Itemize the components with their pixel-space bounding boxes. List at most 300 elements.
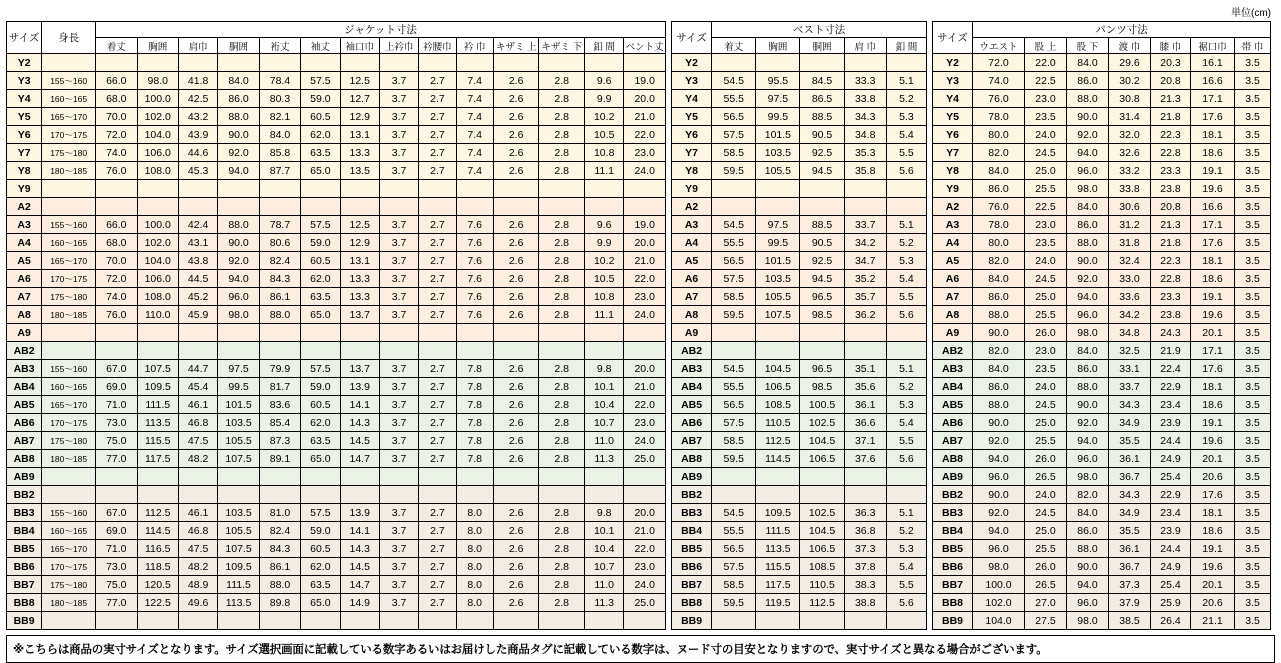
- measurement-cell: 13.5: [340, 162, 379, 180]
- measurement-cell: 21.0: [624, 108, 666, 126]
- measurement-cell: 19.0: [624, 72, 666, 90]
- measurement-cell: 3.5: [1235, 486, 1271, 504]
- measurement-cell: 94.0: [1067, 576, 1109, 594]
- measurement-cell: [379, 342, 418, 360]
- table-row: [672, 576, 927, 594]
- measurement-cell: 84.3: [259, 270, 300, 288]
- measurement-cell: [259, 180, 300, 198]
- measurement-cell: 101.5: [756, 126, 800, 144]
- measurement-cell: 98.0: [218, 306, 259, 324]
- size-cell: AB8: [672, 450, 712, 468]
- measurement-cell: 14.5: [340, 558, 379, 576]
- measurement-cell: 81.7: [259, 378, 300, 396]
- table-row: [7, 288, 666, 306]
- measurement-cell: 37.6: [844, 450, 886, 468]
- table-row: [7, 594, 666, 612]
- measurement-cell: 2.6: [493, 162, 539, 180]
- measurement-cell: [456, 486, 493, 504]
- measurement-cell: [712, 198, 756, 216]
- measurement-cell: 94.5: [800, 162, 844, 180]
- height-cell: [42, 324, 96, 342]
- table-row: [7, 342, 666, 360]
- measurement-cell: 7.4: [456, 126, 493, 144]
- measurement-cell: 58.5: [712, 288, 756, 306]
- pants-group-header-row: [933, 22, 1271, 38]
- measurement-cell: 58.5: [712, 432, 756, 450]
- measurement-cell: 7.8: [456, 414, 493, 432]
- measurement-cell: 3.5: [1235, 378, 1271, 396]
- column-header: 胸囲: [137, 38, 178, 54]
- measurement-cell: 78.4: [259, 72, 300, 90]
- measurement-cell: 88.0: [1067, 234, 1109, 252]
- measurement-cell: 25.0: [624, 450, 666, 468]
- measurement-cell: 31.2: [1109, 216, 1151, 234]
- vest-col-size: サイズ: [672, 22, 712, 54]
- table-row: [672, 522, 927, 540]
- measurement-cell: 2.8: [539, 414, 585, 432]
- height-cell: 180～185: [42, 162, 96, 180]
- size-cell: Y5: [7, 108, 42, 126]
- measurement-cell: 34.9: [1109, 504, 1151, 522]
- measurement-cell: 12.9: [340, 234, 379, 252]
- measurement-cell: 13.7: [340, 306, 379, 324]
- measurement-cell: 54.5: [712, 72, 756, 90]
- size-cell: BB5: [7, 540, 42, 558]
- measurement-cell: 2.8: [539, 306, 585, 324]
- table-row: [7, 522, 666, 540]
- measurement-cell: 29.6: [1109, 54, 1151, 72]
- measurement-cell: 2.6: [493, 216, 539, 234]
- measurement-cell: 43.1: [178, 234, 217, 252]
- pants-col-size: サイズ: [933, 22, 973, 54]
- measurement-cell: 63.5: [301, 144, 340, 162]
- measurement-cell: 2.6: [493, 270, 539, 288]
- measurement-cell: 84.0: [218, 72, 259, 90]
- column-header: 衿腰巾: [419, 38, 456, 54]
- measurement-cell: 2.8: [539, 216, 585, 234]
- measurement-cell: [178, 198, 217, 216]
- measurement-cell: 3.5: [1235, 576, 1271, 594]
- measurement-cell: 57.5: [712, 270, 756, 288]
- measurement-cell: 103.5: [218, 414, 259, 432]
- measurement-cell: 86.5: [800, 90, 844, 108]
- size-cell: BB8: [933, 594, 973, 612]
- measurement-cell: 25.0: [1025, 162, 1067, 180]
- measurement-cell: 2.7: [419, 396, 456, 414]
- measurement-cell: 84.0: [1067, 504, 1109, 522]
- measurement-cell: 112.5: [756, 432, 800, 450]
- measurement-cell: 80.0: [973, 126, 1025, 144]
- size-cell: BB4: [933, 522, 973, 540]
- measurement-cell: 70.0: [96, 108, 137, 126]
- height-cell: 155～160: [42, 504, 96, 522]
- measurement-cell: 109.5: [756, 504, 800, 522]
- measurement-cell: [259, 324, 300, 342]
- size-cell: A5: [7, 252, 42, 270]
- measurement-cell: 56.5: [712, 252, 756, 270]
- measurement-cell: 84.0: [1067, 54, 1109, 72]
- measurement-cell: 117.5: [756, 576, 800, 594]
- measurement-cell: 2.6: [493, 108, 539, 126]
- table-row: [7, 216, 666, 234]
- measurement-cell: 73.0: [96, 414, 137, 432]
- measurement-cell: [624, 54, 666, 72]
- column-header: 釦 間: [585, 38, 624, 54]
- measurement-cell: 34.2: [1109, 306, 1151, 324]
- measurement-cell: 31.8: [1109, 234, 1151, 252]
- size-cell: AB5: [933, 396, 973, 414]
- measurement-cell: [218, 54, 259, 72]
- table-row: [933, 270, 1271, 288]
- size-cell: Y3: [7, 72, 42, 90]
- measurement-cell: [844, 198, 886, 216]
- size-cell: AB4: [672, 378, 712, 396]
- measurement-cell: 2.7: [419, 414, 456, 432]
- measurement-cell: [301, 324, 340, 342]
- table-row: [7, 396, 666, 414]
- measurement-cell: 24.9: [1151, 450, 1191, 468]
- measurement-cell: 23.0: [624, 144, 666, 162]
- table-row: [7, 504, 666, 522]
- height-cell: 170～175: [42, 558, 96, 576]
- measurement-cell: 110.0: [137, 306, 178, 324]
- size-cell: Y9: [672, 180, 712, 198]
- measurement-cell: 20.0: [624, 234, 666, 252]
- height-cell: 160～165: [42, 90, 96, 108]
- measurement-cell: 76.0: [96, 162, 137, 180]
- measurement-cell: [340, 468, 379, 486]
- measurement-cell: 7.6: [456, 234, 493, 252]
- measurement-cell: 3.5: [1235, 108, 1271, 126]
- measurement-cell: 2.6: [493, 594, 539, 612]
- measurement-cell: 30.2: [1109, 72, 1151, 90]
- measurement-cell: 13.3: [340, 288, 379, 306]
- measurement-cell: 98.0: [1067, 468, 1109, 486]
- measurement-cell: 86.0: [973, 288, 1025, 306]
- measurement-cell: 13.9: [340, 378, 379, 396]
- measurement-cell: [178, 180, 217, 198]
- height-cell: [42, 54, 96, 72]
- table-row: [7, 126, 666, 144]
- table-row: [7, 450, 666, 468]
- measurement-cell: 59.0: [301, 90, 340, 108]
- height-cell: 175～180: [42, 288, 96, 306]
- height-cell: 175～180: [42, 144, 96, 162]
- measurement-cell: 22.0: [624, 270, 666, 288]
- measurement-cell: 2.6: [493, 450, 539, 468]
- table-row: [7, 162, 666, 180]
- measurement-cell: [493, 180, 539, 198]
- measurement-cell: 21.9: [1151, 342, 1191, 360]
- measurement-cell: 9.8: [585, 504, 624, 522]
- size-cell: Y3: [933, 72, 973, 90]
- measurement-cell: [800, 324, 844, 342]
- measurement-cell: 3.5: [1235, 90, 1271, 108]
- measurement-cell: 21.0: [624, 522, 666, 540]
- measurement-cell: [301, 342, 340, 360]
- measurement-cell: 47.5: [178, 432, 217, 450]
- measurement-cell: 88.0: [218, 216, 259, 234]
- measurement-cell: 7.8: [456, 396, 493, 414]
- measurement-cell: 21.3: [1151, 216, 1191, 234]
- measurement-cell: 71.0: [96, 396, 137, 414]
- height-cell: [42, 612, 96, 630]
- measurement-cell: [624, 612, 666, 630]
- measurement-cell: 36.3: [844, 504, 886, 522]
- measurement-cell: 18.1: [1191, 504, 1235, 522]
- measurement-cell: 2.8: [539, 360, 585, 378]
- measurement-cell: [585, 468, 624, 486]
- measurement-cell: 9.6: [585, 216, 624, 234]
- measurement-cell: 21.3: [1151, 90, 1191, 108]
- measurement-cell: 44.6: [178, 144, 217, 162]
- measurement-cell: 34.3: [1109, 486, 1151, 504]
- measurement-cell: [539, 486, 585, 504]
- table-row: [672, 342, 927, 360]
- measurement-cell: [137, 54, 178, 72]
- measurement-cell: 8.0: [456, 540, 493, 558]
- measurement-cell: 23.0: [624, 414, 666, 432]
- measurement-cell: 114.5: [137, 522, 178, 540]
- measurement-cell: 20.1: [1191, 576, 1235, 594]
- measurement-cell: 20.1: [1191, 324, 1235, 342]
- measurement-cell: 5.2: [886, 90, 926, 108]
- measurement-cell: 25.0: [1025, 288, 1067, 306]
- measurement-cell: 108.5: [800, 558, 844, 576]
- measurement-cell: 105.5: [756, 162, 800, 180]
- size-cell: A2: [7, 198, 42, 216]
- measurement-cell: 3.7: [379, 72, 418, 90]
- measurement-cell: 37.3: [1109, 576, 1151, 594]
- measurement-cell: 25.5: [1025, 540, 1067, 558]
- size-cell: A5: [672, 252, 712, 270]
- measurement-cell: [379, 486, 418, 504]
- table-row: [7, 198, 666, 216]
- measurement-cell: 9.9: [585, 90, 624, 108]
- measurement-cell: 23.0: [624, 558, 666, 576]
- measurement-cell: 13.3: [340, 270, 379, 288]
- height-cell: 170～175: [42, 126, 96, 144]
- measurement-cell: [456, 324, 493, 342]
- measurement-cell: 25.0: [1025, 522, 1067, 540]
- vest-group-header-row: [672, 22, 927, 38]
- measurement-cell: [379, 54, 418, 72]
- measurement-cell: 98.0: [1067, 324, 1109, 342]
- measurement-cell: 57.5: [301, 504, 340, 522]
- measurement-cell: 57.5: [712, 558, 756, 576]
- measurement-cell: 3.7: [379, 558, 418, 576]
- measurement-cell: 23.3: [1151, 288, 1191, 306]
- measurement-cell: 108.5: [756, 396, 800, 414]
- measurement-cell: 24.0: [624, 306, 666, 324]
- measurement-cell: 2.8: [539, 144, 585, 162]
- measurement-cell: [886, 342, 926, 360]
- measurement-cell: 97.5: [756, 216, 800, 234]
- table-row: [933, 504, 1271, 522]
- measurement-cell: 59.5: [712, 450, 756, 468]
- measurement-cell: [218, 198, 259, 216]
- measurement-cell: 3.7: [379, 144, 418, 162]
- table-row: [672, 612, 927, 630]
- measurement-cell: 110.5: [756, 414, 800, 432]
- measurement-cell: 88.5: [800, 108, 844, 126]
- measurement-cell: 5.2: [886, 522, 926, 540]
- measurement-cell: [259, 198, 300, 216]
- measurement-cell: 109.5: [218, 558, 259, 576]
- table-row: [933, 360, 1271, 378]
- measurement-cell: 21.1: [1191, 612, 1235, 630]
- measurement-cell: 49.6: [178, 594, 217, 612]
- table-row: [933, 234, 1271, 252]
- measurement-cell: 5.4: [886, 414, 926, 432]
- measurement-cell: 14.1: [340, 396, 379, 414]
- size-cell: AB3: [7, 360, 42, 378]
- measurement-cell: 62.0: [301, 414, 340, 432]
- table-row: [7, 468, 666, 486]
- measurement-cell: 34.8: [844, 126, 886, 144]
- measurement-cell: 99.5: [218, 378, 259, 396]
- height-cell: 160～165: [42, 234, 96, 252]
- measurement-cell: 24.5: [1025, 396, 1067, 414]
- measurement-cell: 45.3: [178, 162, 217, 180]
- table-row: [933, 342, 1271, 360]
- measurement-cell: [624, 486, 666, 504]
- measurement-cell: 20.3: [1151, 54, 1191, 72]
- measurement-cell: 19.1: [1191, 414, 1235, 432]
- measurement-cell: 90.0: [1067, 558, 1109, 576]
- measurement-cell: 59.5: [712, 306, 756, 324]
- size-cell: BB9: [933, 612, 973, 630]
- table-row: [7, 270, 666, 288]
- table-row: [933, 594, 1271, 612]
- measurement-cell: 110.5: [800, 576, 844, 594]
- measurement-cell: 13.3: [340, 144, 379, 162]
- size-cell: A6: [672, 270, 712, 288]
- measurement-cell: 92.5: [800, 252, 844, 270]
- table-row: [7, 576, 666, 594]
- measurement-cell: [756, 198, 800, 216]
- measurement-cell: [585, 324, 624, 342]
- table-row: [933, 612, 1271, 630]
- measurement-cell: [585, 612, 624, 630]
- jacket-group-header-row: [7, 22, 666, 38]
- measurement-cell: [493, 324, 539, 342]
- measurement-cell: 98.0: [1067, 612, 1109, 630]
- measurement-cell: 106.0: [137, 144, 178, 162]
- measurement-cell: 102.0: [137, 108, 178, 126]
- measurement-cell: 2.6: [493, 558, 539, 576]
- measurement-cell: 87.7: [259, 162, 300, 180]
- measurement-cell: [218, 180, 259, 198]
- measurement-cell: 19.0: [624, 216, 666, 234]
- pants-subheader-row: [933, 38, 1271, 54]
- measurement-cell: 111.5: [756, 522, 800, 540]
- measurement-cell: 22.3: [1151, 126, 1191, 144]
- measurement-cell: [419, 342, 456, 360]
- measurement-cell: 34.3: [844, 108, 886, 126]
- measurement-cell: 2.6: [493, 432, 539, 450]
- measurement-cell: 19.6: [1191, 306, 1235, 324]
- measurement-cell: 92.0: [1067, 414, 1109, 432]
- measurement-cell: 82.0: [1067, 486, 1109, 504]
- measurement-cell: [539, 612, 585, 630]
- measurement-cell: 95.5: [756, 72, 800, 90]
- measurement-cell: 2.8: [539, 576, 585, 594]
- measurement-cell: 90.0: [973, 486, 1025, 504]
- measurement-cell: 66.0: [96, 216, 137, 234]
- measurement-cell: 97.5: [756, 90, 800, 108]
- measurement-cell: 11.1: [585, 306, 624, 324]
- measurement-cell: 24.0: [624, 162, 666, 180]
- measurement-cell: 7.4: [456, 90, 493, 108]
- size-cell: AB9: [672, 468, 712, 486]
- measurement-cell: 77.0: [96, 450, 137, 468]
- table-row: [7, 378, 666, 396]
- size-cell: A5: [933, 252, 973, 270]
- measurement-cell: 42.5: [178, 90, 217, 108]
- measurement-cell: 100.0: [137, 90, 178, 108]
- measurement-cell: [844, 468, 886, 486]
- table-row: [933, 414, 1271, 432]
- table-row: [7, 306, 666, 324]
- measurement-cell: 35.8: [844, 162, 886, 180]
- measurement-cell: 72.0: [973, 54, 1025, 72]
- measurement-cell: 21.8: [1151, 234, 1191, 252]
- jacket-col-height: 身長: [42, 22, 96, 54]
- column-header: 裄丈: [259, 38, 300, 54]
- measurement-cell: 23.0: [624, 288, 666, 306]
- column-header: 胸囲: [756, 38, 800, 54]
- measurement-cell: 17.6: [1191, 234, 1235, 252]
- measurement-cell: 113.5: [137, 414, 178, 432]
- measurement-cell: 10.5: [585, 126, 624, 144]
- measurement-cell: 8.0: [456, 522, 493, 540]
- size-cell: BB3: [7, 504, 42, 522]
- measurement-cell: [585, 198, 624, 216]
- measurement-cell: 42.4: [178, 216, 217, 234]
- measurement-cell: 3.5: [1235, 396, 1271, 414]
- measurement-cell: 3.5: [1235, 306, 1271, 324]
- size-cell: AB8: [933, 450, 973, 468]
- size-cell: BB5: [672, 540, 712, 558]
- measurement-cell: 58.5: [712, 576, 756, 594]
- measurement-cell: [844, 54, 886, 72]
- measurement-cell: 2.7: [419, 108, 456, 126]
- height-cell: [42, 342, 96, 360]
- measurement-cell: 35.7: [844, 288, 886, 306]
- measurement-cell: 7.8: [456, 360, 493, 378]
- measurement-cell: 3.5: [1235, 342, 1271, 360]
- measurement-cell: [259, 468, 300, 486]
- measurement-cell: 16.1: [1191, 54, 1235, 72]
- measurement-cell: [539, 198, 585, 216]
- measurement-cell: 84.0: [973, 360, 1025, 378]
- size-cell: Y5: [933, 108, 973, 126]
- measurement-cell: 18.6: [1191, 522, 1235, 540]
- measurement-cell: 54.5: [712, 360, 756, 378]
- measurement-cell: 14.1: [340, 522, 379, 540]
- measurement-cell: 87.3: [259, 432, 300, 450]
- measurement-cell: 108.0: [137, 288, 178, 306]
- measurement-cell: 22.8: [1151, 144, 1191, 162]
- measurement-cell: 2.7: [419, 378, 456, 396]
- measurement-cell: 77.0: [96, 594, 137, 612]
- measurement-cell: 84.0: [1067, 342, 1109, 360]
- measurement-cell: 96.5: [800, 288, 844, 306]
- pants-size-table: [932, 21, 1271, 630]
- size-cell: AB3: [933, 360, 973, 378]
- size-cell: A8: [672, 306, 712, 324]
